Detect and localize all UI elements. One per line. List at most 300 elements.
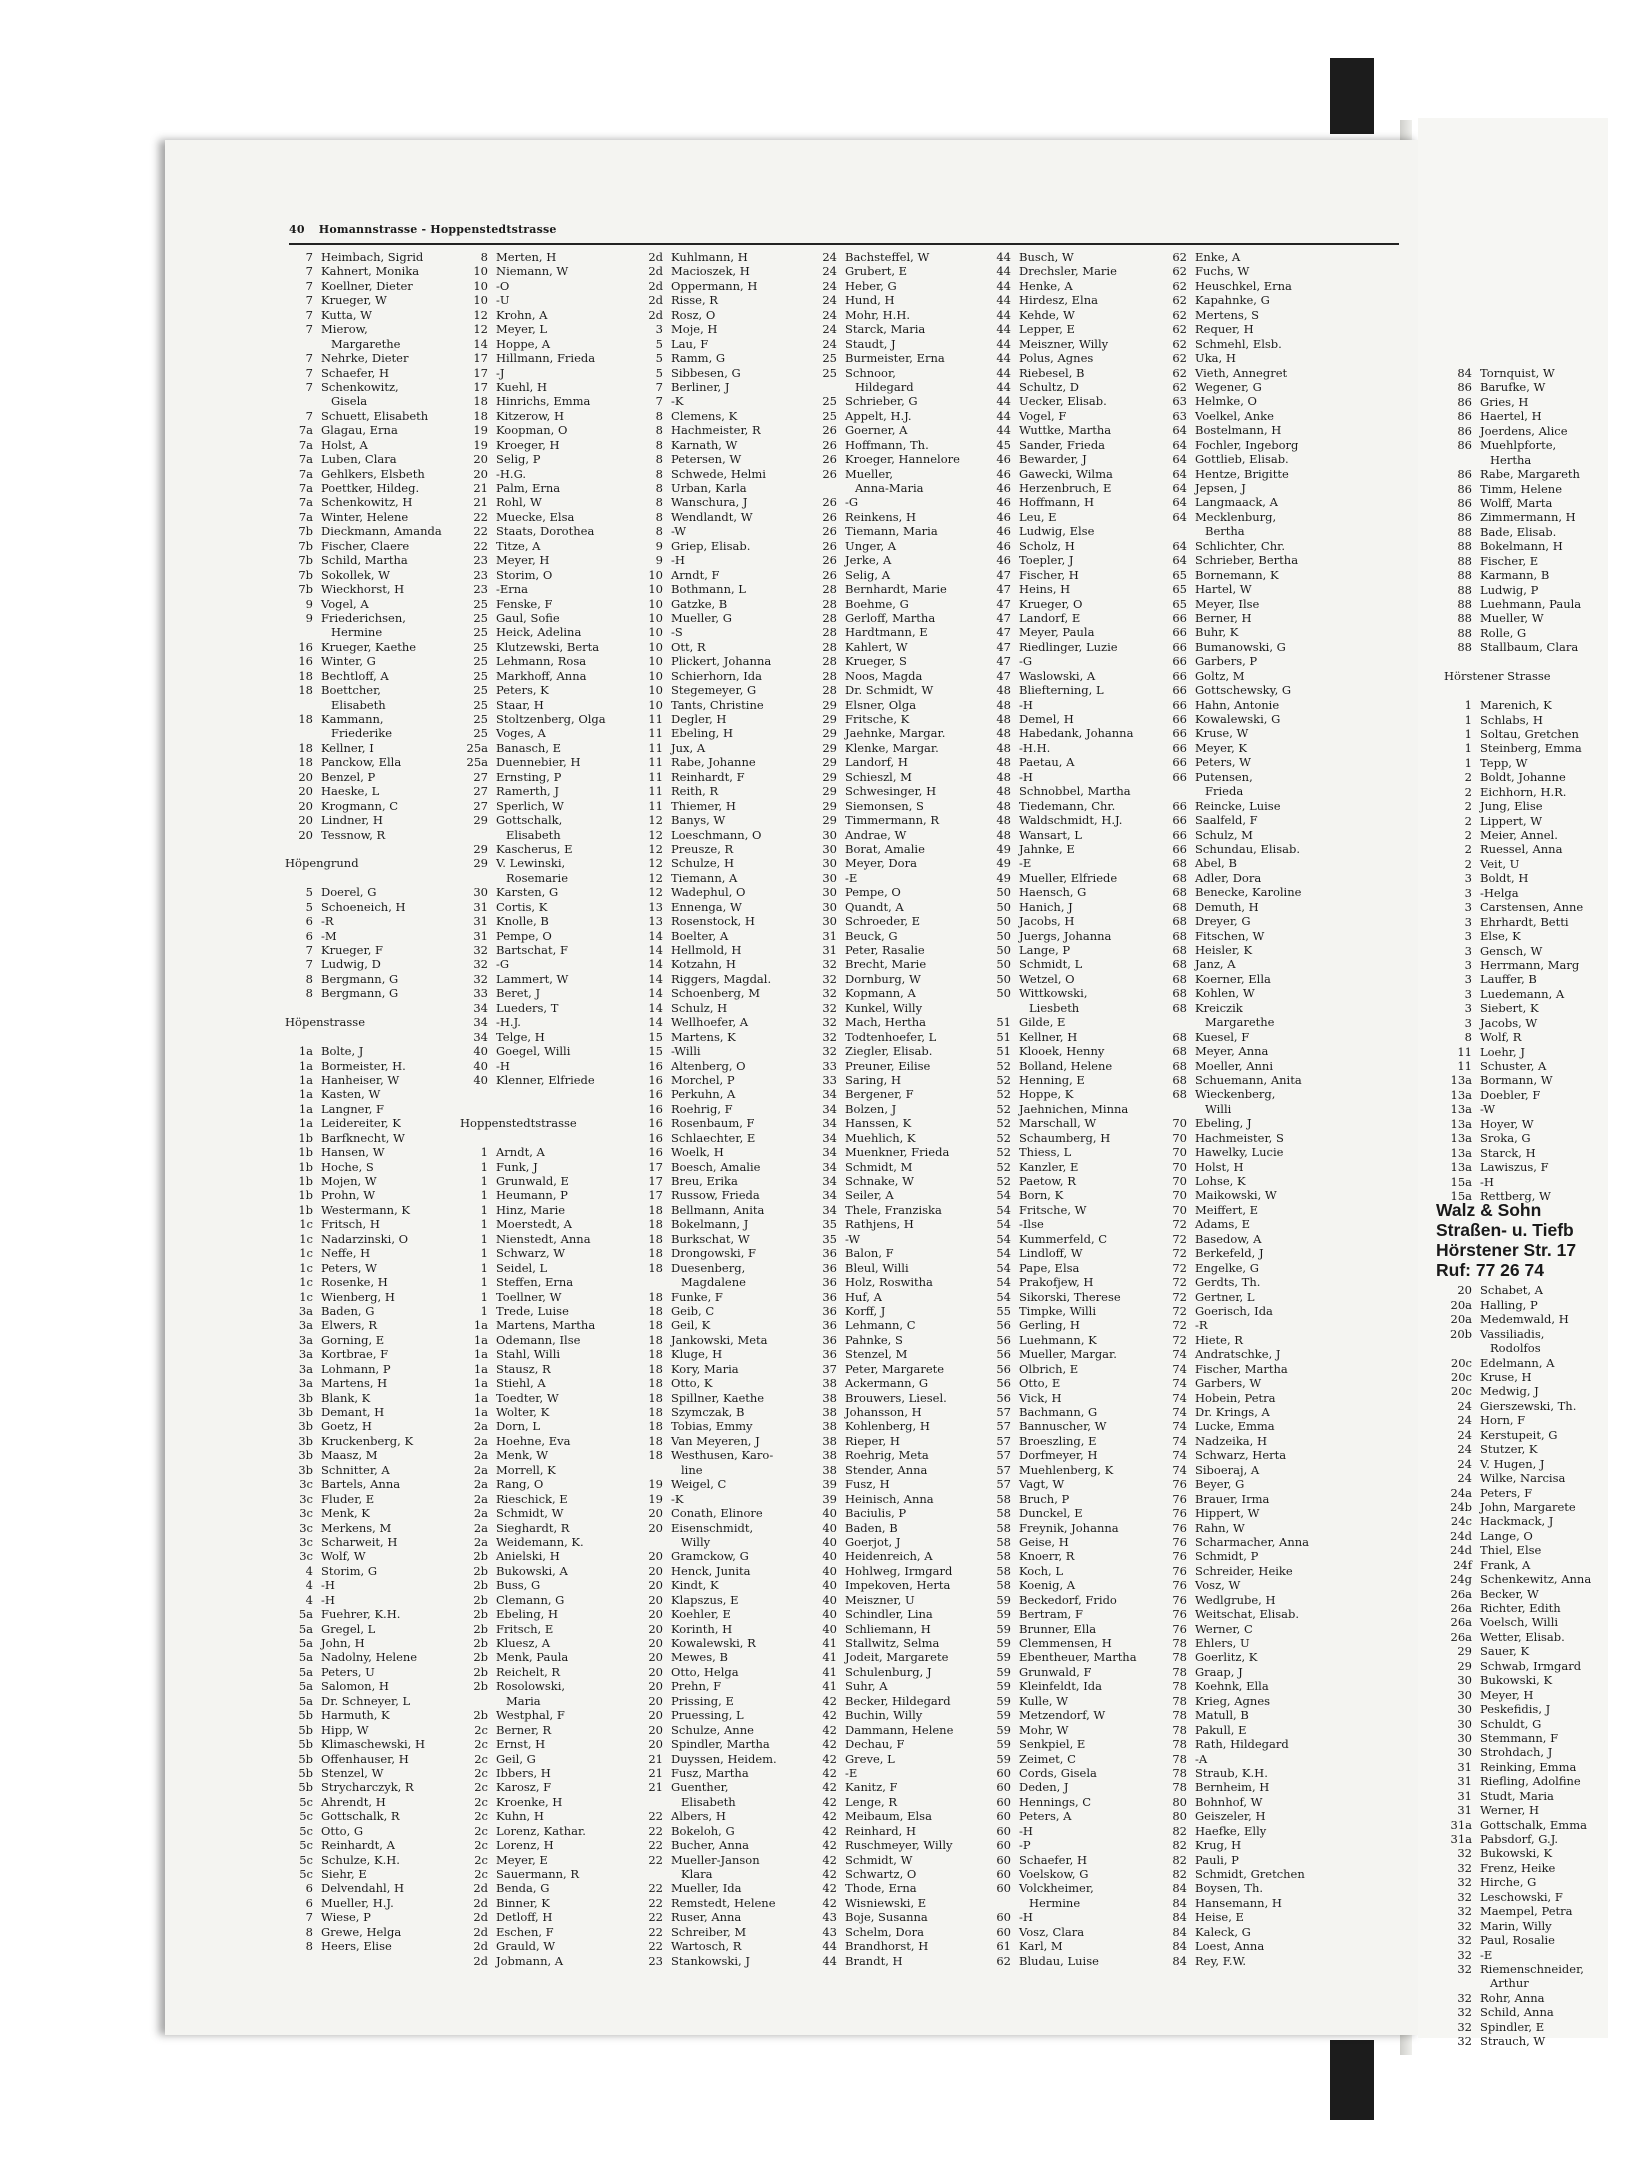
resident-name: Gottschalk, R (321, 1809, 400, 1824)
resident-name: Voelsch, Willi (1480, 1615, 1559, 1630)
resident-entry (1442, 467, 1632, 481)
resident-name: Riebesel, B (1019, 365, 1085, 380)
resident-entry (1442, 799, 1632, 813)
resident-name: Heise, E (1195, 1910, 1244, 1925)
house-number: 3c (299, 1491, 313, 1506)
resident-entry (807, 394, 985, 408)
resident-entry (807, 1116, 985, 1130)
house-number: 25 (473, 639, 488, 654)
resident-entry (807, 1506, 985, 1520)
resident-entry (458, 972, 636, 986)
house-number: 42 (822, 1751, 837, 1766)
resident-name: Dorn, L (496, 1419, 540, 1434)
house-number: 20c (1450, 1370, 1472, 1384)
resident-name: -K (671, 1491, 684, 1506)
resident-name: Tobias, Emmy (671, 1419, 753, 1434)
house-number: 1 (1464, 698, 1472, 713)
house-number: 58 (996, 1520, 1011, 1535)
resident-name: Krueger, S (845, 654, 907, 669)
house-number: 86 (1457, 423, 1472, 438)
resident-entry (1157, 264, 1335, 278)
resident-entry (458, 279, 636, 293)
resident-name: Bukowski, K (1480, 1846, 1553, 1861)
resident-entry (1442, 424, 1632, 438)
resident-name: Schnoor, (845, 365, 896, 380)
resident-name: Engelke, G (1195, 1260, 1259, 1275)
resident-name: Wellhoefer, A (671, 1015, 749, 1030)
house-number: 22 (473, 524, 488, 539)
house-number: 22 (648, 1924, 663, 1939)
resident-name: Vosz, W (1195, 1578, 1241, 1593)
resident-name: Pempe, O (845, 885, 901, 900)
resident-name: Kammann, (321, 712, 384, 726)
resident-entry (283, 1939, 461, 1953)
resident-name: Wartosch, R (671, 1939, 742, 1954)
house-number: 20 (298, 769, 313, 784)
resident-entry (981, 1304, 1159, 1318)
resident-entry (1157, 1954, 1335, 1968)
house-number: 66 (1172, 668, 1187, 683)
resident-name: Gorning, E (321, 1332, 385, 1347)
house-number: 1a (473, 1405, 488, 1419)
resident-name: Jankowski, Meta (671, 1332, 768, 1347)
house-number: 34 (473, 1029, 488, 1044)
resident-entry (458, 264, 636, 278)
resident-name: Duesenberg, (671, 1260, 746, 1275)
resident-name: Martens, H (321, 1376, 388, 1391)
resident-entry (1157, 1131, 1335, 1145)
house-number: 20 (648, 1650, 663, 1665)
resident-entry (1157, 1881, 1335, 1895)
advertisement-text: Straßen- u. Tiefb (1436, 1220, 1574, 1241)
resident-entry (1442, 1312, 1632, 1326)
resident-name: Peters, F (1480, 1485, 1533, 1500)
resident-name: Grunwald, E (496, 1174, 569, 1188)
resident-entry (633, 452, 811, 466)
resident-name: Schwesinger, H (845, 784, 937, 799)
house-number: 29 (473, 841, 488, 856)
resident-name: Schuldt, G (1480, 1716, 1542, 1731)
resident-entry (1442, 583, 1632, 597)
resident-entry (633, 1405, 811, 1419)
house-number: 10 (473, 264, 488, 279)
house-number: 44 (996, 336, 1011, 351)
resident-name: Schelm, Dora (845, 1924, 924, 1939)
resident-name: Elisabeth (681, 1794, 736, 1809)
resident-name: Krieg, Agnes (1195, 1693, 1271, 1708)
street-heading (458, 1116, 636, 1130)
house-number: 38 (822, 1390, 837, 1405)
resident-entry (283, 524, 461, 538)
resident-name: Meyer, Anna (1195, 1044, 1269, 1059)
resident-entry (981, 755, 1159, 769)
resident-name: Schnitter, A (321, 1462, 390, 1477)
resident-name: Mueller, G (671, 610, 732, 625)
spacer (283, 1030, 461, 1044)
house-number: 74 (1172, 1448, 1187, 1463)
house-number: 28 (822, 668, 837, 683)
house-number: 5b (298, 1780, 313, 1795)
resident-entry (981, 669, 1159, 683)
house-number: 22 (648, 1881, 663, 1896)
house-number: 72 (1172, 1246, 1187, 1261)
resident-name: Tants, Christine (671, 697, 764, 712)
resident-name: Hoehne, Eva (496, 1433, 571, 1448)
resident-name: -H (321, 1592, 335, 1607)
resident-entry (283, 741, 461, 755)
resident-entry (458, 1362, 636, 1376)
house-number: 9 (655, 553, 663, 568)
resident-name: Koellner, Dieter (321, 278, 413, 293)
resident-entry (633, 366, 811, 380)
house-number: 1 (480, 1217, 488, 1232)
resident-entry (1442, 438, 1632, 452)
house-number: 2c (474, 1794, 488, 1809)
resident-entry (633, 943, 811, 957)
house-number: 46 (996, 481, 1011, 495)
house-number: 72 (1172, 1217, 1187, 1232)
resident-name: Ramerth, J (496, 784, 559, 799)
resident-name: Maria (506, 1693, 541, 1708)
resident-name: Wetzel, O (1019, 971, 1075, 986)
resident-name: Martens, K (671, 1029, 736, 1044)
resident-name: Kutta, W (321, 307, 372, 322)
resident-entry (633, 351, 811, 365)
resident-entry (283, 279, 461, 293)
resident-name: Mueller, Elfriede (1019, 870, 1118, 885)
house-number: 36 (822, 1318, 837, 1333)
resident-name: Szymczak, B (671, 1405, 745, 1419)
house-number: 2d (473, 1924, 488, 1939)
house-number: 16 (648, 1101, 663, 1116)
house-number: 49 (996, 856, 1011, 871)
resident-entry (1157, 799, 1335, 813)
resident-name: Bokelmann, J (671, 1217, 749, 1232)
house-number: 54 (996, 1260, 1011, 1275)
resident-entry (1442, 1298, 1632, 1312)
resident-name: Tessnow, R (321, 827, 386, 842)
resident-name: Schulze, H (671, 856, 735, 871)
resident-name: Rathjens, H (845, 1217, 914, 1232)
resident-entry (1157, 380, 1335, 394)
resident-entry (807, 1910, 985, 1924)
resident-entry (1157, 1477, 1335, 1491)
house-number: 88 (1457, 539, 1472, 554)
resident-name: Klooek, Henny (1019, 1044, 1105, 1059)
resident-entry (981, 264, 1159, 278)
resident-entry (981, 1910, 1159, 1924)
resident-name: -M (321, 928, 337, 943)
house-number: 18 (648, 1448, 663, 1463)
house-number: 18 (648, 1246, 663, 1261)
resident-entry (283, 337, 461, 351)
resident-name: Pruessing, L (671, 1708, 744, 1723)
resident-name: Jung, Elise (1480, 799, 1543, 814)
house-number: 57 (996, 1462, 1011, 1477)
resident-entry (981, 712, 1159, 726)
resident-name: Friederichsen, (321, 610, 406, 625)
resident-name: Bleul, Willi (845, 1260, 909, 1275)
house-number: 7 (655, 394, 663, 409)
resident-entry (807, 1564, 985, 1578)
resident-name: Frank, A (1480, 1557, 1531, 1572)
house-number: 1b (298, 1188, 313, 1203)
resident-name: Janz, A (1195, 957, 1236, 972)
house-number: 42 (822, 1765, 837, 1780)
resident-entry (458, 669, 636, 683)
resident-entry (981, 842, 1159, 856)
resident-entry (633, 1636, 811, 1650)
house-number: 50 (996, 928, 1011, 943)
resident-name: Frieda (1205, 784, 1244, 799)
resident-name: Riedlinger, Luzie (1019, 639, 1118, 654)
house-number: 20 (648, 1520, 663, 1535)
house-number: 4 (305, 1578, 313, 1593)
house-number: 26 (822, 567, 837, 582)
house-number: 20 (648, 1722, 663, 1737)
resident-entry (283, 1723, 461, 1737)
resident-entry (1157, 654, 1335, 668)
house-number: 84 (1457, 366, 1472, 380)
resident-name: Schulze, K.H. (321, 1852, 400, 1867)
house-number: 60 (996, 1809, 1011, 1824)
house-number: 10 (648, 610, 663, 625)
house-number: 5 (305, 899, 313, 914)
resident-entry (807, 1261, 985, 1275)
house-number: 18 (648, 1202, 663, 1217)
resident-name: Meiszner, U (845, 1592, 915, 1607)
resident-entry (1157, 1333, 1335, 1347)
house-number: 56 (996, 1318, 1011, 1333)
house-number: 1 (480, 1174, 488, 1188)
house-number: 74 (1172, 1361, 1187, 1376)
resident-entry (981, 1766, 1159, 1780)
resident-name: Fenske, F (496, 596, 553, 611)
resident-entry (283, 972, 461, 986)
house-number: 8 (655, 423, 663, 438)
resident-name: Bludau, Luise (1019, 1953, 1099, 1968)
resident-name: Koch, L (1019, 1563, 1064, 1578)
resident-entry (283, 799, 461, 813)
resident-name: Gregel, L (321, 1621, 376, 1636)
resident-entry (1442, 1789, 1632, 1803)
resident-name: Brouwers, Liesel. (845, 1390, 947, 1405)
resident-entry (1157, 1290, 1335, 1304)
house-number: 76 (1172, 1520, 1187, 1535)
resident-entry (807, 698, 985, 712)
resident-name: Ernsting, P (496, 769, 562, 784)
resident-name: -Helga (1480, 885, 1519, 900)
resident-name: Stemmann, F (1480, 1730, 1559, 1745)
resident-name: Peters, A (1019, 1809, 1072, 1824)
house-number: 1b (298, 1130, 313, 1145)
resident-entry (633, 1492, 811, 1506)
house-number: 48 (996, 755, 1011, 770)
resident-entry (283, 1304, 461, 1318)
resident-name: Heisler, K (1195, 943, 1253, 957)
resident-name: Kowalewski, R (671, 1636, 756, 1650)
house-number: 32 (822, 1044, 837, 1059)
resident-entry (1157, 1275, 1335, 1289)
house-number: 2b (473, 1708, 488, 1723)
house-number: 46 (996, 524, 1011, 539)
resident-entry (1442, 1514, 1632, 1528)
house-number: 66 (1172, 798, 1187, 813)
resident-entry (1442, 1991, 1632, 2005)
resident-name: Krogmann, C (321, 798, 399, 813)
resident-name: Peters, U (321, 1664, 375, 1679)
resident-name: Staats, Dorothea (496, 524, 595, 539)
resident-entry (981, 611, 1159, 625)
resident-entry (1442, 713, 1632, 727)
resident-name: Marin, Willy (1480, 1918, 1552, 1933)
resident-name: Appelt, H.J. (845, 408, 912, 423)
resident-name: V. Hugen, J (1480, 1456, 1545, 1471)
resident-name: Gottschewsky, G (1195, 683, 1292, 698)
resident-name: Fuchs, W (1195, 264, 1250, 279)
resident-name: Offenhauser, H (321, 1751, 409, 1766)
resident-name: Huf, A (845, 1289, 882, 1304)
resident-entry (981, 1795, 1159, 1809)
resident-entry (981, 900, 1159, 914)
house-number: 18 (648, 1217, 663, 1232)
resident-entry (633, 640, 811, 654)
house-number: 2d (473, 1953, 488, 1968)
resident-name: Doebler, F (1480, 1087, 1541, 1102)
resident-entry (981, 1564, 1159, 1578)
resident-name: Hawelky, Lucie (1195, 1145, 1284, 1160)
resident-entry (1157, 279, 1335, 293)
resident-name: Ruschmeyer, Willy (845, 1838, 953, 1853)
house-number: 39 (822, 1491, 837, 1506)
house-number: 10 (473, 278, 488, 293)
resident-name: Horn, F (1480, 1413, 1526, 1428)
resident-name: Mueller, H.J. (321, 1895, 394, 1910)
resident-name: Hoche, S (321, 1159, 374, 1174)
resident-entry (807, 856, 985, 870)
resident-name: Clemens, K (671, 408, 738, 423)
resident-entry (633, 1419, 811, 1433)
resident-entry (1157, 957, 1335, 971)
resident-name: Kluge, H (671, 1347, 723, 1362)
house-number: 58 (996, 1578, 1011, 1593)
house-number: 2d (473, 1910, 488, 1925)
resident-entry (1442, 929, 1632, 943)
resident-entry (633, 885, 811, 899)
resident-entry (1157, 914, 1335, 928)
house-number: 2c (474, 1737, 488, 1752)
resident-entry (807, 1087, 985, 1101)
resident-name: Ludwig, Else (1019, 524, 1095, 539)
resident-entry (981, 293, 1159, 307)
resident-entry (1442, 785, 1632, 799)
resident-entry (458, 1290, 636, 1304)
resident-entry (283, 1362, 461, 1376)
house-number: 1a (298, 1087, 313, 1102)
resident-entry (458, 1160, 636, 1174)
resident-entry (458, 784, 636, 798)
house-number: 59 (996, 1650, 1011, 1665)
resident-entry (633, 1838, 811, 1852)
resident-entry (283, 1607, 461, 1621)
resident-entry (633, 1824, 811, 1838)
house-number: 24 (822, 264, 837, 279)
resident-entry (807, 871, 985, 885)
resident-name: Leschowski, F (1480, 1889, 1563, 1904)
house-number: 88 (1457, 568, 1472, 583)
house-number: 25 (822, 408, 837, 423)
resident-entry (981, 539, 1159, 553)
resident-name: Reincke, Luise (1195, 798, 1281, 813)
house-number: 54 (996, 1289, 1011, 1304)
house-number: 35 (822, 1217, 837, 1232)
house-number: 57 (996, 1433, 1011, 1448)
resident-name: Kreiczik (1195, 1000, 1243, 1015)
resident-entry (807, 1954, 985, 1968)
resident-name: Langner, F (321, 1101, 384, 1116)
resident-name: Fusz, Martha (671, 1765, 749, 1780)
resident-name: Markhoff, Anna (496, 668, 587, 683)
house-number: 50 (996, 971, 1011, 986)
resident-name: Gottlieb, Elisab. (1195, 452, 1289, 467)
resident-name: Bolland, Helene (1019, 1058, 1113, 1073)
resident-entry (633, 1087, 811, 1101)
house-number: 72 (1172, 1303, 1187, 1318)
resident-name: Schuster, A (1480, 1059, 1547, 1073)
resident-entry (1442, 871, 1632, 885)
resident-name: Demel, H (1019, 712, 1074, 726)
house-number: 8 (305, 986, 313, 1001)
house-number: 41 (822, 1664, 837, 1679)
house-number: 5a (298, 1636, 313, 1650)
house-number: 57 (996, 1405, 1011, 1419)
resident-name: -Willi (671, 1044, 701, 1059)
resident-name: Weitschat, Elisab. (1195, 1607, 1300, 1622)
house-number: 62 (1172, 379, 1187, 394)
resident-name: Reinkens, H (845, 509, 916, 524)
house-number: 40 (822, 1549, 837, 1564)
house-number: 6 (305, 1895, 313, 1910)
resident-entry (283, 351, 461, 365)
resident-entry (1157, 1362, 1335, 1376)
resident-name: Sroka, G (1480, 1131, 1531, 1146)
house-number: 76 (1172, 1578, 1187, 1593)
resident-entry (981, 1188, 1159, 1202)
resident-entry (1157, 1939, 1335, 1953)
resident-name: Otto, E (1019, 1376, 1061, 1391)
resident-entry (283, 1116, 461, 1130)
house-number: 35 (822, 1231, 837, 1246)
resident-entry (807, 755, 985, 769)
house-number: 20c (1450, 1355, 1472, 1370)
directory-column-5 (981, 250, 1159, 1968)
house-number: 10 (648, 582, 663, 597)
resident-entry (458, 539, 636, 553)
house-number: 24a (1450, 1485, 1472, 1500)
house-number: 16 (648, 1145, 663, 1160)
resident-name: Hennings, C (1019, 1794, 1092, 1809)
resident-name: Henck, Junita (671, 1563, 751, 1578)
resident-name: Elsner, Olga (845, 697, 917, 712)
resident-name: Reith, R (671, 784, 719, 799)
resident-entry (1442, 1370, 1632, 1384)
resident-name: Reinhardt, A (321, 1838, 395, 1853)
resident-name: Mojen, W (321, 1174, 377, 1188)
resident-entry (458, 770, 636, 784)
resident-name: Schmidt, P (1195, 1549, 1259, 1564)
house-number: 13a (1450, 1073, 1472, 1088)
resident-name: Fritsch, H (321, 1217, 380, 1232)
